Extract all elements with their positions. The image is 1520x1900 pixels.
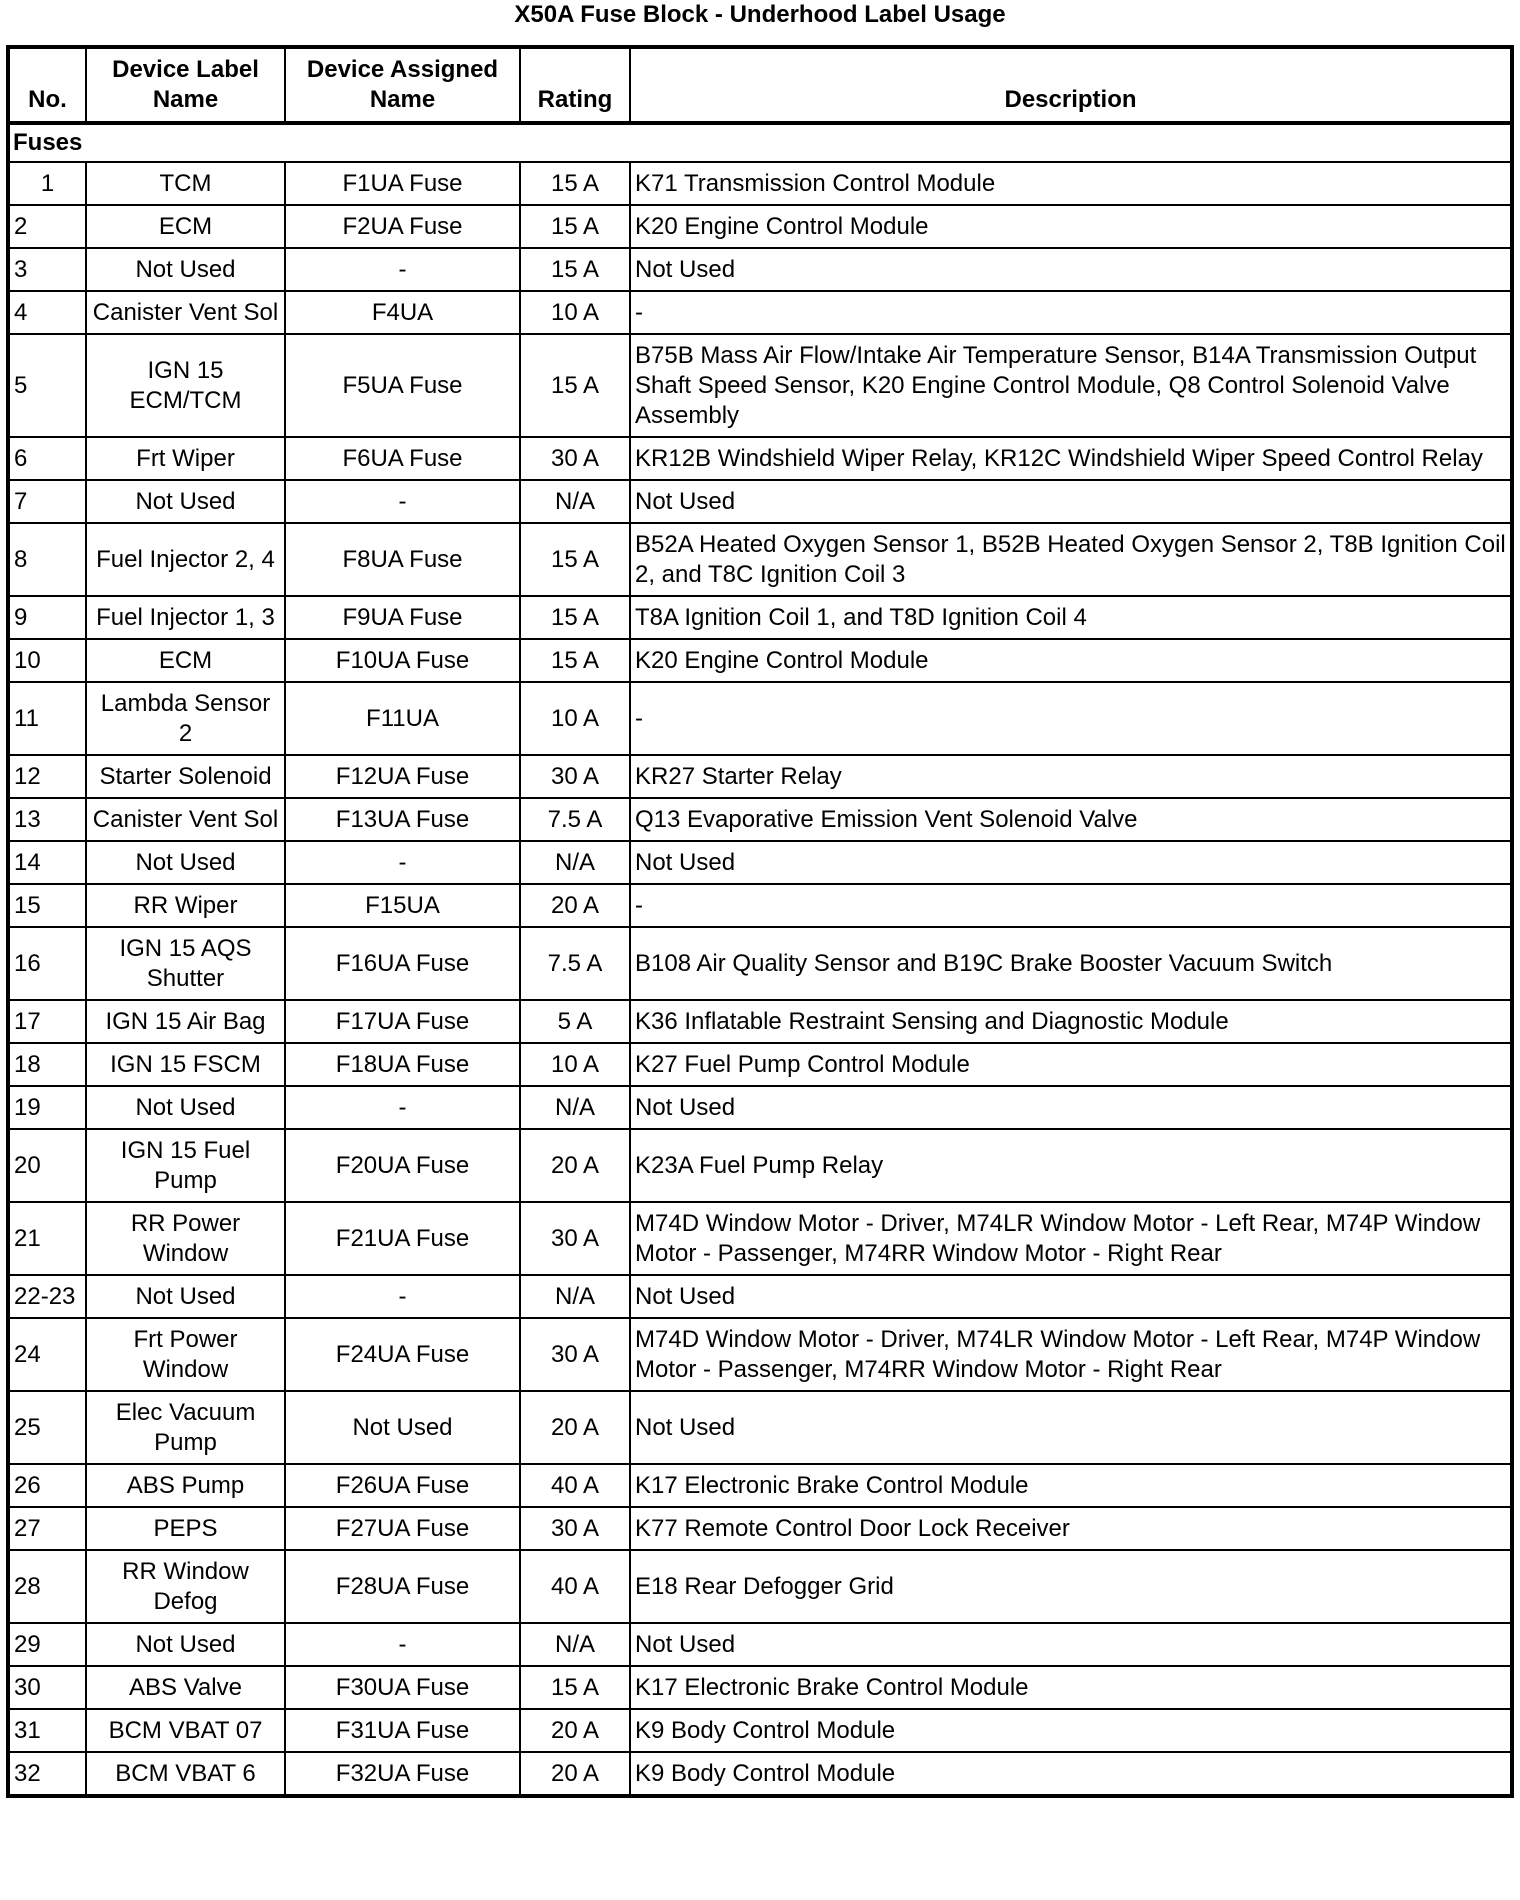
cell-no: 28: [8, 1550, 86, 1623]
cell-rating: N/A: [520, 1623, 630, 1666]
cell-device-label-name: IGN 15 FSCM: [86, 1043, 285, 1086]
cell-description: Not Used: [630, 1275, 1512, 1318]
cell-description: Q13 Evaporative Emission Vent Solenoid Valve: [630, 798, 1512, 841]
table-row: [8, 248, 1512, 291]
cell-device-assigned-name: F6UA Fuse: [285, 437, 520, 480]
cell-rating: 30 A: [520, 1318, 630, 1391]
cell-description: -: [630, 682, 1512, 755]
cell-description: B108 Air Quality Sensor and B19C Brake Booster Vacuum Switch: [630, 927, 1512, 1000]
table-row: [8, 884, 1512, 927]
cell-rating: N/A: [520, 1086, 630, 1129]
cell-device-label-name: Not Used: [86, 248, 285, 291]
cell-no: 4: [8, 291, 86, 334]
cell-device-assigned-name: -: [285, 841, 520, 884]
cell-device-assigned-name: -: [285, 1275, 520, 1318]
table-row: [8, 437, 1512, 480]
cell-device-assigned-name: F18UA Fuse: [285, 1043, 520, 1086]
table-row: [8, 480, 1512, 523]
cell-rating: 15 A: [520, 334, 630, 437]
table-row: [8, 1752, 1512, 1796]
table-row: [8, 682, 1512, 755]
cell-no: 26: [8, 1464, 86, 1507]
cell-no: 31: [8, 1709, 86, 1752]
cell-rating: 20 A: [520, 1391, 630, 1464]
cell-device-label-name: IGN 15 ECM/TCM: [86, 334, 285, 437]
section-label: Fuses: [8, 123, 1512, 162]
cell-no: 6: [8, 437, 86, 480]
cell-description: K23A Fuel Pump Relay: [630, 1129, 1512, 1202]
header-rating: Rating: [520, 47, 630, 123]
cell-device-assigned-name: F21UA Fuse: [285, 1202, 520, 1275]
cell-description: K9 Body Control Module: [630, 1709, 1512, 1752]
cell-description: -: [630, 884, 1512, 927]
cell-device-label-name: Frt Wiper: [86, 437, 285, 480]
cell-no: 3: [8, 248, 86, 291]
cell-device-assigned-name: -: [285, 1086, 520, 1129]
table-row: [8, 1318, 1512, 1391]
cell-description: K71 Transmission Control Module: [630, 162, 1512, 205]
cell-device-assigned-name: F32UA Fuse: [285, 1752, 520, 1796]
cell-device-assigned-name: F26UA Fuse: [285, 1464, 520, 1507]
cell-description: T8A Ignition Coil 1, and T8D Ignition Coil 4: [630, 596, 1512, 639]
cell-device-assigned-name: F15UA: [285, 884, 520, 927]
cell-device-assigned-name: F11UA: [285, 682, 520, 755]
cell-rating: 7.5 A: [520, 798, 630, 841]
cell-rating: 20 A: [520, 1752, 630, 1796]
table-row: [8, 205, 1512, 248]
cell-device-assigned-name: F28UA Fuse: [285, 1550, 520, 1623]
cell-device-label-name: ABS Pump: [86, 1464, 285, 1507]
cell-device-label-name: RR Power Window: [86, 1202, 285, 1275]
cell-device-label-name: Not Used: [86, 1623, 285, 1666]
cell-device-label-name: Frt Power Window: [86, 1318, 285, 1391]
cell-no: 32: [8, 1752, 86, 1796]
table-row: [8, 523, 1512, 596]
cell-description: -: [630, 291, 1512, 334]
cell-device-assigned-name: F5UA Fuse: [285, 334, 520, 437]
cell-device-assigned-name: F4UA: [285, 291, 520, 334]
cell-rating: 15 A: [520, 1666, 630, 1709]
cell-no: 29: [8, 1623, 86, 1666]
cell-device-label-name: Canister Vent Sol: [86, 798, 285, 841]
table-row: [8, 755, 1512, 798]
header-row: [8, 47, 1512, 123]
cell-no: 9: [8, 596, 86, 639]
cell-rating: 20 A: [520, 1129, 630, 1202]
cell-rating: 20 A: [520, 884, 630, 927]
cell-device-assigned-name: F1UA Fuse: [285, 162, 520, 205]
cell-rating: N/A: [520, 841, 630, 884]
cell-rating: 15 A: [520, 596, 630, 639]
cell-no: 22-23: [8, 1275, 86, 1318]
cell-device-label-name: Elec Vacuum Pump: [86, 1391, 285, 1464]
cell-description: K17 Electronic Brake Control Module: [630, 1666, 1512, 1709]
fuse-table: [6, 45, 1514, 1798]
cell-rating: 10 A: [520, 682, 630, 755]
cell-description: Not Used: [630, 248, 1512, 291]
cell-description: Not Used: [630, 841, 1512, 884]
section-row: [8, 123, 1512, 162]
cell-rating: 30 A: [520, 1507, 630, 1550]
cell-device-label-name: Starter Solenoid: [86, 755, 285, 798]
cell-device-assigned-name: Not Used: [285, 1391, 520, 1464]
cell-no: 24: [8, 1318, 86, 1391]
cell-rating: 40 A: [520, 1550, 630, 1623]
cell-no: 2: [8, 205, 86, 248]
cell-no: 11: [8, 682, 86, 755]
cell-no: 17: [8, 1000, 86, 1043]
table-row: [8, 639, 1512, 682]
table-row: [8, 334, 1512, 437]
table-row: [8, 1666, 1512, 1709]
cell-rating: 30 A: [520, 1202, 630, 1275]
cell-rating: 40 A: [520, 1464, 630, 1507]
cell-device-label-name: Not Used: [86, 841, 285, 884]
cell-device-assigned-name: F24UA Fuse: [285, 1318, 520, 1391]
table-row: [8, 841, 1512, 884]
cell-description: K20 Engine Control Module: [630, 639, 1512, 682]
cell-no: 27: [8, 1507, 86, 1550]
cell-no: 14: [8, 841, 86, 884]
cell-device-label-name: Not Used: [86, 480, 285, 523]
cell-rating: 30 A: [520, 437, 630, 480]
cell-no: 1: [8, 162, 86, 205]
cell-device-label-name: IGN 15 Air Bag: [86, 1000, 285, 1043]
cell-device-label-name: PEPS: [86, 1507, 285, 1550]
table-row: [8, 1391, 1512, 1464]
table-row: [8, 1202, 1512, 1275]
cell-description: Not Used: [630, 1391, 1512, 1464]
cell-no: 30: [8, 1666, 86, 1709]
cell-rating: 15 A: [520, 248, 630, 291]
cell-description: Not Used: [630, 480, 1512, 523]
cell-description: K77 Remote Control Door Lock Receiver: [630, 1507, 1512, 1550]
cell-device-label-name: IGN 15 AQS Shutter: [86, 927, 285, 1000]
cell-rating: 10 A: [520, 291, 630, 334]
table-row: [8, 1709, 1512, 1752]
cell-device-assigned-name: F2UA Fuse: [285, 205, 520, 248]
table-row: [8, 1129, 1512, 1202]
cell-description: K20 Engine Control Module: [630, 205, 1512, 248]
cell-device-assigned-name: F8UA Fuse: [285, 523, 520, 596]
cell-description: B52A Heated Oxygen Sensor 1, B52B Heated Oxygen Sensor 2, T8B Ignition Coil 2, and T8C Ignition Coil 3: [630, 523, 1512, 596]
table-row: [8, 1464, 1512, 1507]
cell-description: K17 Electronic Brake Control Module: [630, 1464, 1512, 1507]
cell-description: M74D Window Motor - Driver, M74LR Window Motor - Left Rear, M74P Window Motor - Passenger, M74RR Window Motor - Right Rear: [630, 1318, 1512, 1391]
cell-description: E18 Rear Defogger Grid: [630, 1550, 1512, 1623]
cell-device-assigned-name: F9UA Fuse: [285, 596, 520, 639]
cell-description: M74D Window Motor - Driver, M74LR Window Motor - Left Rear, M74P Window Motor - Passenger, M74RR Window Motor - Right Rear: [630, 1202, 1512, 1275]
cell-description: KR27 Starter Relay: [630, 755, 1512, 798]
cell-no: 21: [8, 1202, 86, 1275]
cell-description: K27 Fuel Pump Control Module: [630, 1043, 1512, 1086]
cell-no: 15: [8, 884, 86, 927]
table-row: [8, 927, 1512, 1000]
cell-no: 5: [8, 334, 86, 437]
cell-device-label-name: Lambda Sensor 2: [86, 682, 285, 755]
cell-no: 18: [8, 1043, 86, 1086]
cell-rating: 15 A: [520, 639, 630, 682]
table-row: [8, 291, 1512, 334]
cell-device-assigned-name: F16UA Fuse: [285, 927, 520, 1000]
cell-rating: 7.5 A: [520, 927, 630, 1000]
table-row: [8, 798, 1512, 841]
table-row: [8, 1275, 1512, 1318]
cell-no: 12: [8, 755, 86, 798]
cell-device-assigned-name: F13UA Fuse: [285, 798, 520, 841]
table-row: [8, 162, 1512, 205]
cell-no: 8: [8, 523, 86, 596]
cell-description: KR12B Windshield Wiper Relay, KR12C Windshield Wiper Speed Control Relay: [630, 437, 1512, 480]
cell-rating: N/A: [520, 480, 630, 523]
cell-device-assigned-name: -: [285, 480, 520, 523]
cell-device-label-name: BCM VBAT 07: [86, 1709, 285, 1752]
cell-rating: 30 A: [520, 755, 630, 798]
header-no: No.: [8, 47, 86, 123]
cell-no: 13: [8, 798, 86, 841]
cell-device-assigned-name: F30UA Fuse: [285, 1666, 520, 1709]
cell-no: 19: [8, 1086, 86, 1129]
table-row: [8, 1623, 1512, 1666]
cell-device-label-name: ECM: [86, 639, 285, 682]
cell-device-label-name: Fuel Injector 1, 3: [86, 596, 285, 639]
cell-no: 10: [8, 639, 86, 682]
cell-device-assigned-name: F10UA Fuse: [285, 639, 520, 682]
cell-rating: 15 A: [520, 162, 630, 205]
cell-device-label-name: RR Window Defog: [86, 1550, 285, 1623]
cell-device-assigned-name: F27UA Fuse: [285, 1507, 520, 1550]
page-title: X50A Fuse Block - Underhood Label Usage: [514, 1, 1006, 28]
header-device-assigned-name: Device Assigned Name: [285, 47, 520, 123]
table-row: [8, 596, 1512, 639]
table-row: [8, 1550, 1512, 1623]
cell-device-label-name: TCM: [86, 162, 285, 205]
cell-rating: 10 A: [520, 1043, 630, 1086]
cell-device-label-name: Not Used: [86, 1275, 285, 1318]
cell-device-label-name: IGN 15 Fuel Pump: [86, 1129, 285, 1202]
cell-device-assigned-name: F17UA Fuse: [285, 1000, 520, 1043]
cell-rating: 15 A: [520, 205, 630, 248]
cell-device-label-name: Not Used: [86, 1086, 285, 1129]
cell-no: 25: [8, 1391, 86, 1464]
cell-no: 16: [8, 927, 86, 1000]
table-body: [8, 123, 1512, 1796]
cell-description: Not Used: [630, 1623, 1512, 1666]
cell-device-label-name: RR Wiper: [86, 884, 285, 927]
cell-device-assigned-name: F20UA Fuse: [285, 1129, 520, 1202]
cell-description: K36 Inflatable Restraint Sensing and Diagnostic Module: [630, 1000, 1512, 1043]
cell-device-assigned-name: -: [285, 248, 520, 291]
cell-device-label-name: ECM: [86, 205, 285, 248]
cell-device-assigned-name: F31UA Fuse: [285, 1709, 520, 1752]
cell-no: 7: [8, 480, 86, 523]
table-row: [8, 1507, 1512, 1550]
cell-no: 20: [8, 1129, 86, 1202]
header-device-label-name: Device Label Name: [86, 47, 285, 123]
table-row: [8, 1086, 1512, 1129]
cell-device-assigned-name: -: [285, 1623, 520, 1666]
table-row: [8, 1000, 1512, 1043]
cell-device-assigned-name: F12UA Fuse: [285, 755, 520, 798]
cell-rating: 5 A: [520, 1000, 630, 1043]
cell-device-label-name: Canister Vent Sol: [86, 291, 285, 334]
cell-device-label-name: BCM VBAT 6: [86, 1752, 285, 1796]
cell-description: K9 Body Control Module: [630, 1752, 1512, 1796]
cell-description: Not Used: [630, 1086, 1512, 1129]
cell-device-label-name: Fuel Injector 2, 4: [86, 523, 285, 596]
header-description: Description: [630, 47, 1512, 123]
cell-rating: N/A: [520, 1275, 630, 1318]
cell-rating: 20 A: [520, 1709, 630, 1752]
table-row: [8, 1043, 1512, 1086]
cell-device-label-name: ABS Valve: [86, 1666, 285, 1709]
cell-rating: 15 A: [520, 523, 630, 596]
cell-description: B75B Mass Air Flow/Intake Air Temperature Sensor, B14A Transmission Output Shaft Speed Sensor, K20 Engine Control Module, Q8 Control Solenoid Valve Assembly: [630, 334, 1512, 437]
